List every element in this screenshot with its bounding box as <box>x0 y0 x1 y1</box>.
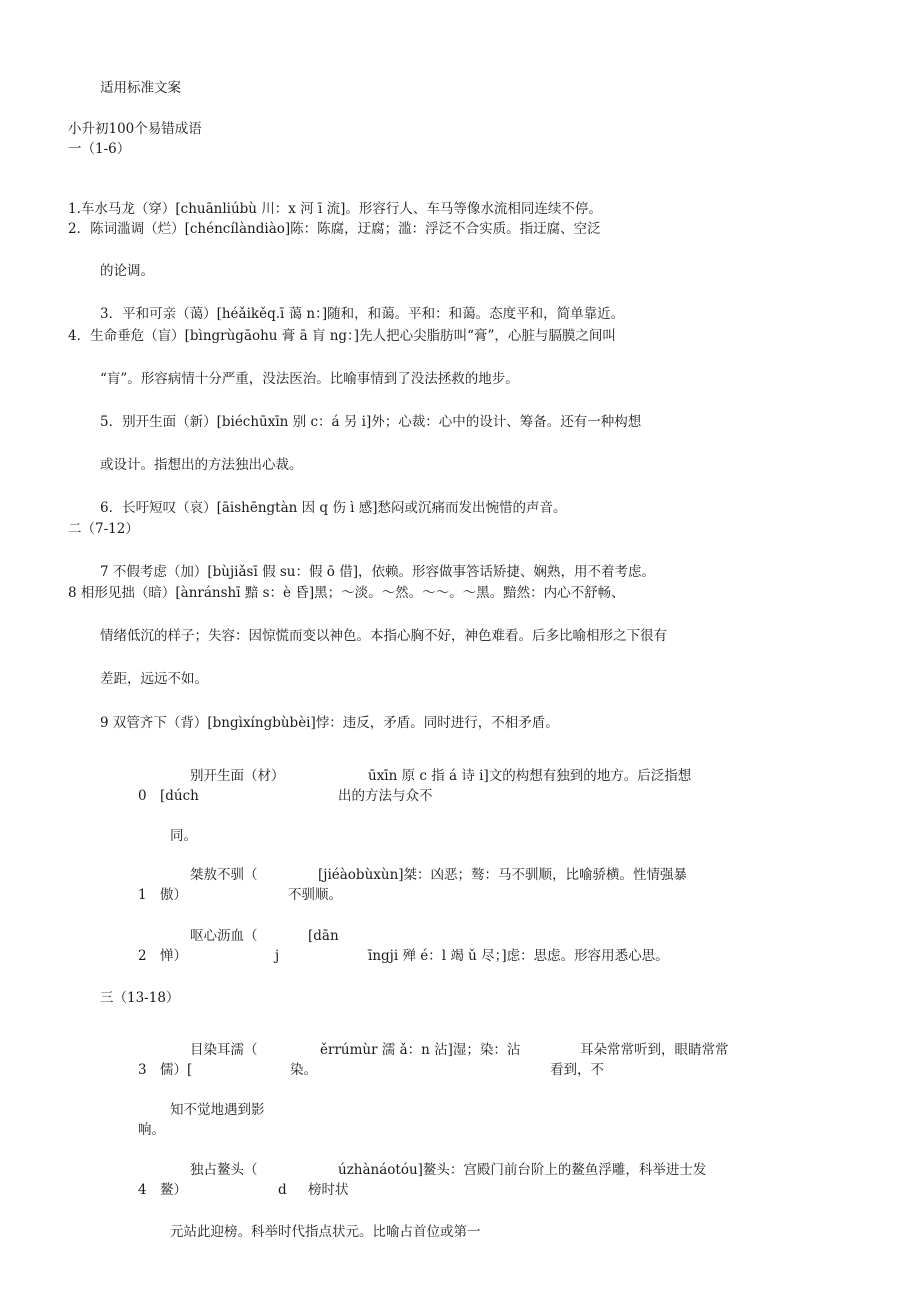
col-item-top: úzhànáotóu]鳌头：宫殿门前台阶上的鳌鱼浮雕，科举进士发 <box>338 1162 707 1178</box>
col-item-mid: 染。 <box>290 1062 317 1078</box>
col-item-cont: 响。 <box>138 1122 165 1138</box>
col-item-top: ūxīn 原 c 指 á 诗 i]文的构想有独到的地方。后泛指想 <box>368 768 692 784</box>
entry-line: 情绪低沉的样子；失容：因惊慌而变以神色。本指心胸不好，神色难看。后多比喻相形之下很有 <box>100 628 667 644</box>
entry-line: 6．长吁短叹（哀）[āishēngtàn 因 q 伤 ì 感]愁闷或沉痛而发出惋惜的声音。 <box>100 500 567 516</box>
col-item-num: 0 <box>138 788 147 804</box>
entry-line: 的论调。 <box>100 263 154 279</box>
col-item-num: 4 <box>138 1182 147 1198</box>
col-item-top: [jiéàobùxùn]桀：凶恶；骜：马不驯顺，比喻骄横。性情强暴 <box>318 867 688 883</box>
col-item-top: 独占鳌头（ <box>190 1162 258 1178</box>
section-heading-1: 一（1-6） <box>68 141 131 157</box>
col-item-top: 目染耳濡（ <box>190 1042 258 1058</box>
entry-line: 5．别开生面（新）[biéchūxīn 别 c：á 另 i]外；心裁：心中的设计、筹备。还有一种构想 <box>100 414 642 430</box>
col-item-cont: 同。 <box>170 828 197 844</box>
col-item-top: 耳朵常常听到，眼睛常常 <box>580 1042 729 1058</box>
col-item-cont: 知不觉地遇到影 <box>170 1102 265 1118</box>
col-item-top: ěrrúmùr 濡 ǎ：n 沾]湿；染：沾 <box>320 1042 521 1058</box>
col-item-mid: 出的方法与众不 <box>338 788 433 804</box>
col-item-num: 1 <box>138 887 147 903</box>
col-item-cont: 元站此迎榜。科举时代指点状元。比喻占首位或第一 <box>170 1224 481 1240</box>
col-item-lead: 儒）[ <box>160 1062 193 1078</box>
section-heading-2: 二（7-12） <box>68 521 139 537</box>
entry-line: 或设计。指想出的方法独出心裁。 <box>100 457 303 473</box>
col-item-tail: 看到，不 <box>550 1062 604 1078</box>
entry-line: 7 不假考虑（加）[bùjiǎsī 假 su：假 ō 借]，依赖。形容做事答话矫捷、娴熟，用不着考虑。 <box>100 564 655 580</box>
col-item-mid: j <box>275 948 280 964</box>
entry-line: 差距，远远不如。 <box>100 671 208 687</box>
page-header: 适用标准文案 <box>100 80 181 96</box>
entry-line: 1.车水马龙（穿）[chuānliúbù 川：x 河 ī 流]。形容行人、车马等像水流相同连续不停。 <box>68 201 602 217</box>
entry-line: 4．生命垂危（盲）[bìngrùgāohu 膏 ā 肓 ng：]先人把心尖脂肪叫“膏”，心脏与膈膜之间叫 <box>68 328 616 344</box>
col-item-lead: [dúch <box>160 788 199 804</box>
col-item-lead: 傲） <box>160 887 187 903</box>
col-item-tail: 榜时状 <box>308 1182 349 1198</box>
entry-line: 3．平和可亲（蔼）[héǎikěq.ī 蔼 n：]随和，和蔼。平和：和蔼。态度平和，简单靠近。 <box>100 306 625 322</box>
col-item-lead: 鳌） <box>160 1182 187 1198</box>
col-item-tail: īngji 殚 é：l 竭 ǔ 尽；]虑：思虑。形容用悉心思。 <box>368 948 669 964</box>
col-item-mid: d <box>278 1182 287 1198</box>
col-item-num: 2 <box>138 948 147 964</box>
section-heading-3: 三（13-18） <box>100 990 180 1006</box>
entry-line: 8 相形见拙（暗）[ànránshī 黯 s：è 昏]黑；～淡。～然。～～。～黑。黯然：内心不舒畅、 <box>68 585 625 601</box>
col-item-top: 呕心沥血（ <box>190 928 258 944</box>
entry-line: “肓”。形容病情十分严重，没法医治。比喻事情到了没法拯救的地步。 <box>100 371 519 387</box>
col-item-num: 3 <box>138 1062 147 1078</box>
entry-line: 2．陈词滥调（烂）[chéncílàndiào]陈：陈腐，迂腐；滥：浮泛不合实质。指迂腐、空泛 <box>68 221 601 237</box>
entry-line: 9 双管齐下（背）[bngìxíngbùbèi]悖：违反，矛盾。同时进行，不相矛盾。 <box>100 715 559 731</box>
col-item-top: 别开生面（材） <box>190 768 285 784</box>
col-item-top: 桀敖不驯（ <box>190 867 258 883</box>
col-item-lead: 惮） <box>160 948 187 964</box>
col-item-mid: 不驯顺。 <box>288 887 342 903</box>
col-item-top: [dān <box>308 928 339 944</box>
doc-title: 小升初100个易错成语 <box>68 121 202 137</box>
